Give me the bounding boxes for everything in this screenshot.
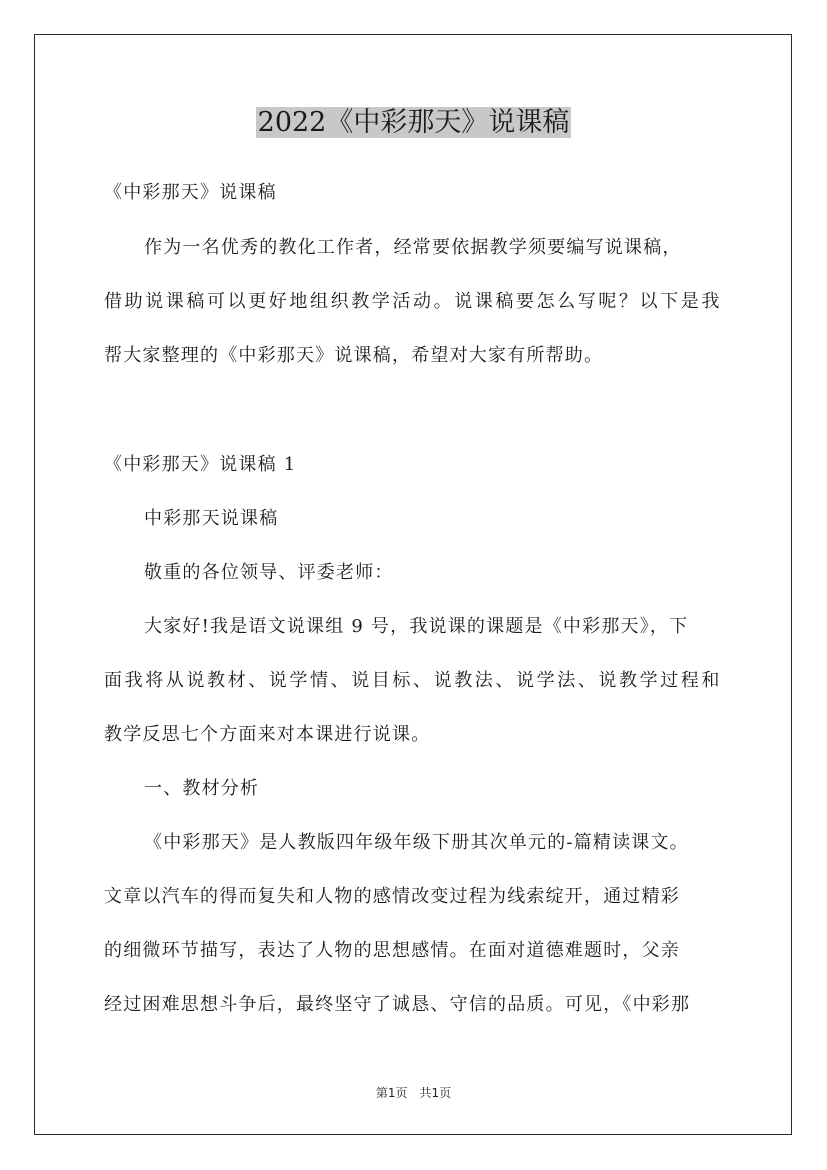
section-heading: 《中彩那天》说课稿 1 bbox=[104, 454, 297, 475]
section-heading: 《中彩那天》说课稿 bbox=[104, 182, 277, 203]
paragraph-line: 《中彩那天》是人教版四年级年级下册其次单元的-篇精读课文。 bbox=[144, 832, 689, 853]
paragraph-line: 文章以汽车的得而复失和人物的感情改变过程为线索绽开，通过精彩 bbox=[104, 886, 680, 907]
paragraph-line: 作为一名优秀的教化工作者，经常要依据教学须要编写说课稿， bbox=[144, 237, 682, 258]
paragraph-line: 面我将从说教材、说学情、说目标、说教法、说学法、说教学过程和 bbox=[104, 670, 722, 691]
paragraph-line: 敬重的各位领导、评委老师： bbox=[144, 562, 394, 583]
subsection-heading: 一、教材分析 bbox=[144, 778, 260, 799]
paragraph-line: 帮大家整理的《中彩那天》说课稿，希望对大家有所帮助。 bbox=[104, 345, 604, 366]
paragraph-line: 经过困难思想斗争后，最终坚守了诚恳、守信的品质。可见，《中彩那 bbox=[104, 994, 691, 1015]
paragraph-line: 借助说课稿可以更好地组织教学活动。说课稿要怎么写呢？以下是我 bbox=[104, 291, 722, 312]
paragraph-line: 大家好!我是语文说课组 9 号，我说课的课题是《中彩那天》，下 bbox=[144, 616, 689, 637]
document-title bbox=[0, 104, 827, 142]
page-number-footer: 第1页 共1页 bbox=[375, 1086, 452, 1100]
paragraph-line: 中彩那天说课稿 bbox=[144, 508, 279, 529]
document-title-text: 2022《中彩那天》说课稿 bbox=[257, 107, 570, 138]
paragraph-line: 的细微环节描写，表达了人物的思想感情。在面对道德难题时，父亲 bbox=[104, 940, 680, 961]
paragraph-line: 教学反思七个方面来对本课进行说课。 bbox=[104, 724, 431, 745]
